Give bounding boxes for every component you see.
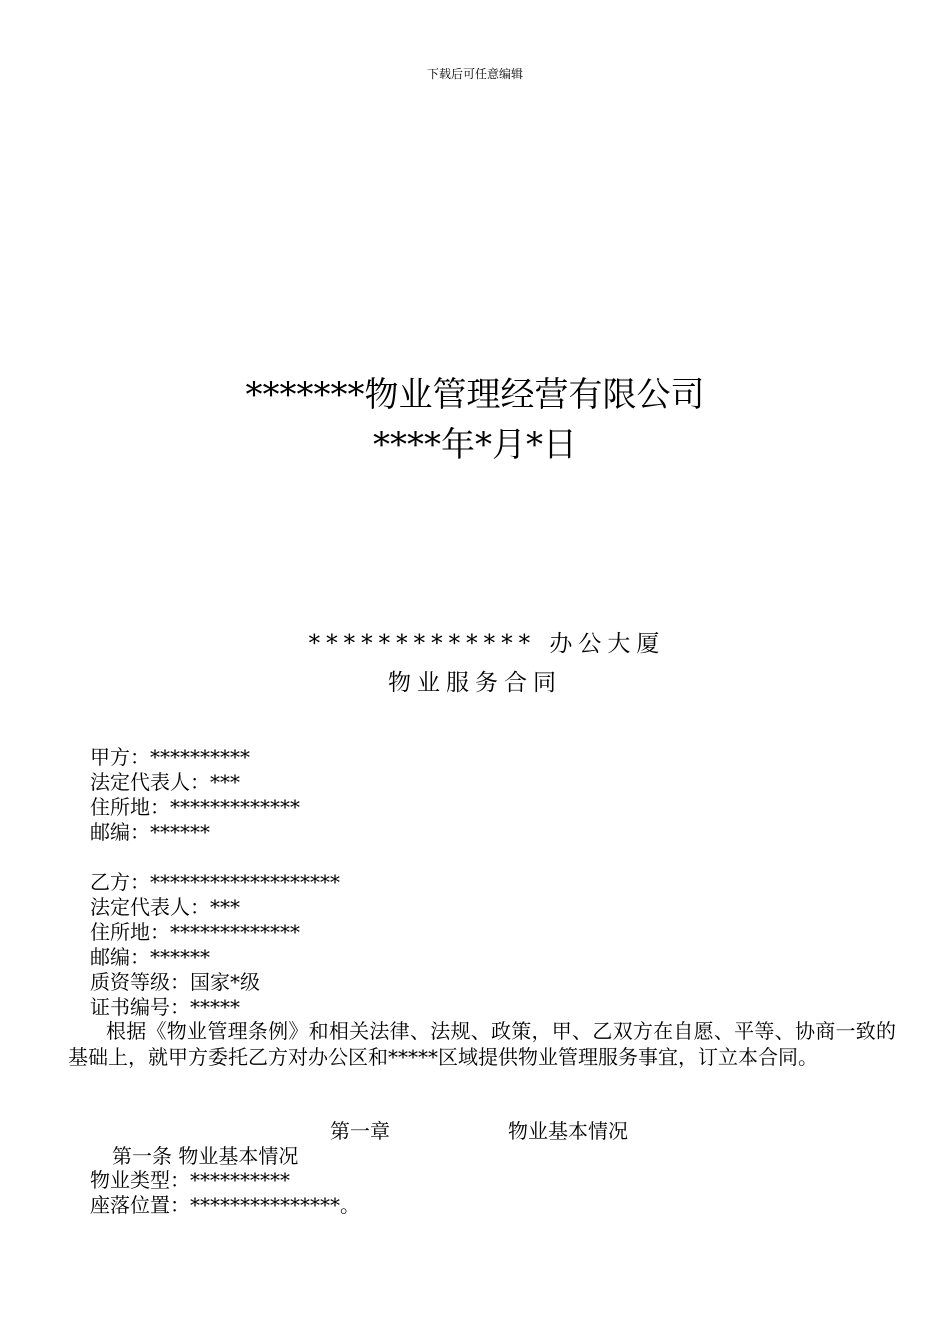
party-b-representative: 法定代表人：*** <box>90 895 240 919</box>
chapter-title: 物业基本情况 <box>508 1119 628 1143</box>
cover-date: ****年*月*日 <box>373 425 577 465</box>
header-note: 下载后可任意编辑 <box>426 67 523 81</box>
party-b-address: 住所地：************* <box>90 920 300 944</box>
contract-title: 物业服务合同 <box>388 670 562 696</box>
party-b-name: 乙方：******************* <box>90 870 340 894</box>
party-b-postcode: 邮编：****** <box>90 945 210 969</box>
chapter-number: 第一章 <box>330 1119 390 1143</box>
building-title: ************* 办公大厦 <box>308 631 666 657</box>
party-a-postcode: 邮编：****** <box>90 820 210 844</box>
company-name: *******物业管理经营有限公司 <box>245 375 705 415</box>
article-heading: 第一条 物业基本情况 <box>112 1144 299 1168</box>
party-b-certificate: 证书编号：***** <box>90 995 240 1019</box>
property-location: 座落位置：***************。 <box>90 1193 360 1217</box>
party-b-qualification: 质资等级：国家*级 <box>90 970 260 994</box>
property-type: 物业类型：********** <box>90 1168 290 1192</box>
party-a-address: 住所地：************* <box>90 795 300 819</box>
party-a-representative: 法定代表人：*** <box>90 770 240 794</box>
party-a-name: 甲方：********** <box>90 745 250 769</box>
preamble-paragraph: 根据《物业管理条例》和相关法律、法规、政策，甲、乙双方在自愿、平等、协商一致的基础上，就甲方委托乙方对办公区和*****区域提供物业管理服务事宜，订立本合同。 <box>68 1019 896 1069</box>
